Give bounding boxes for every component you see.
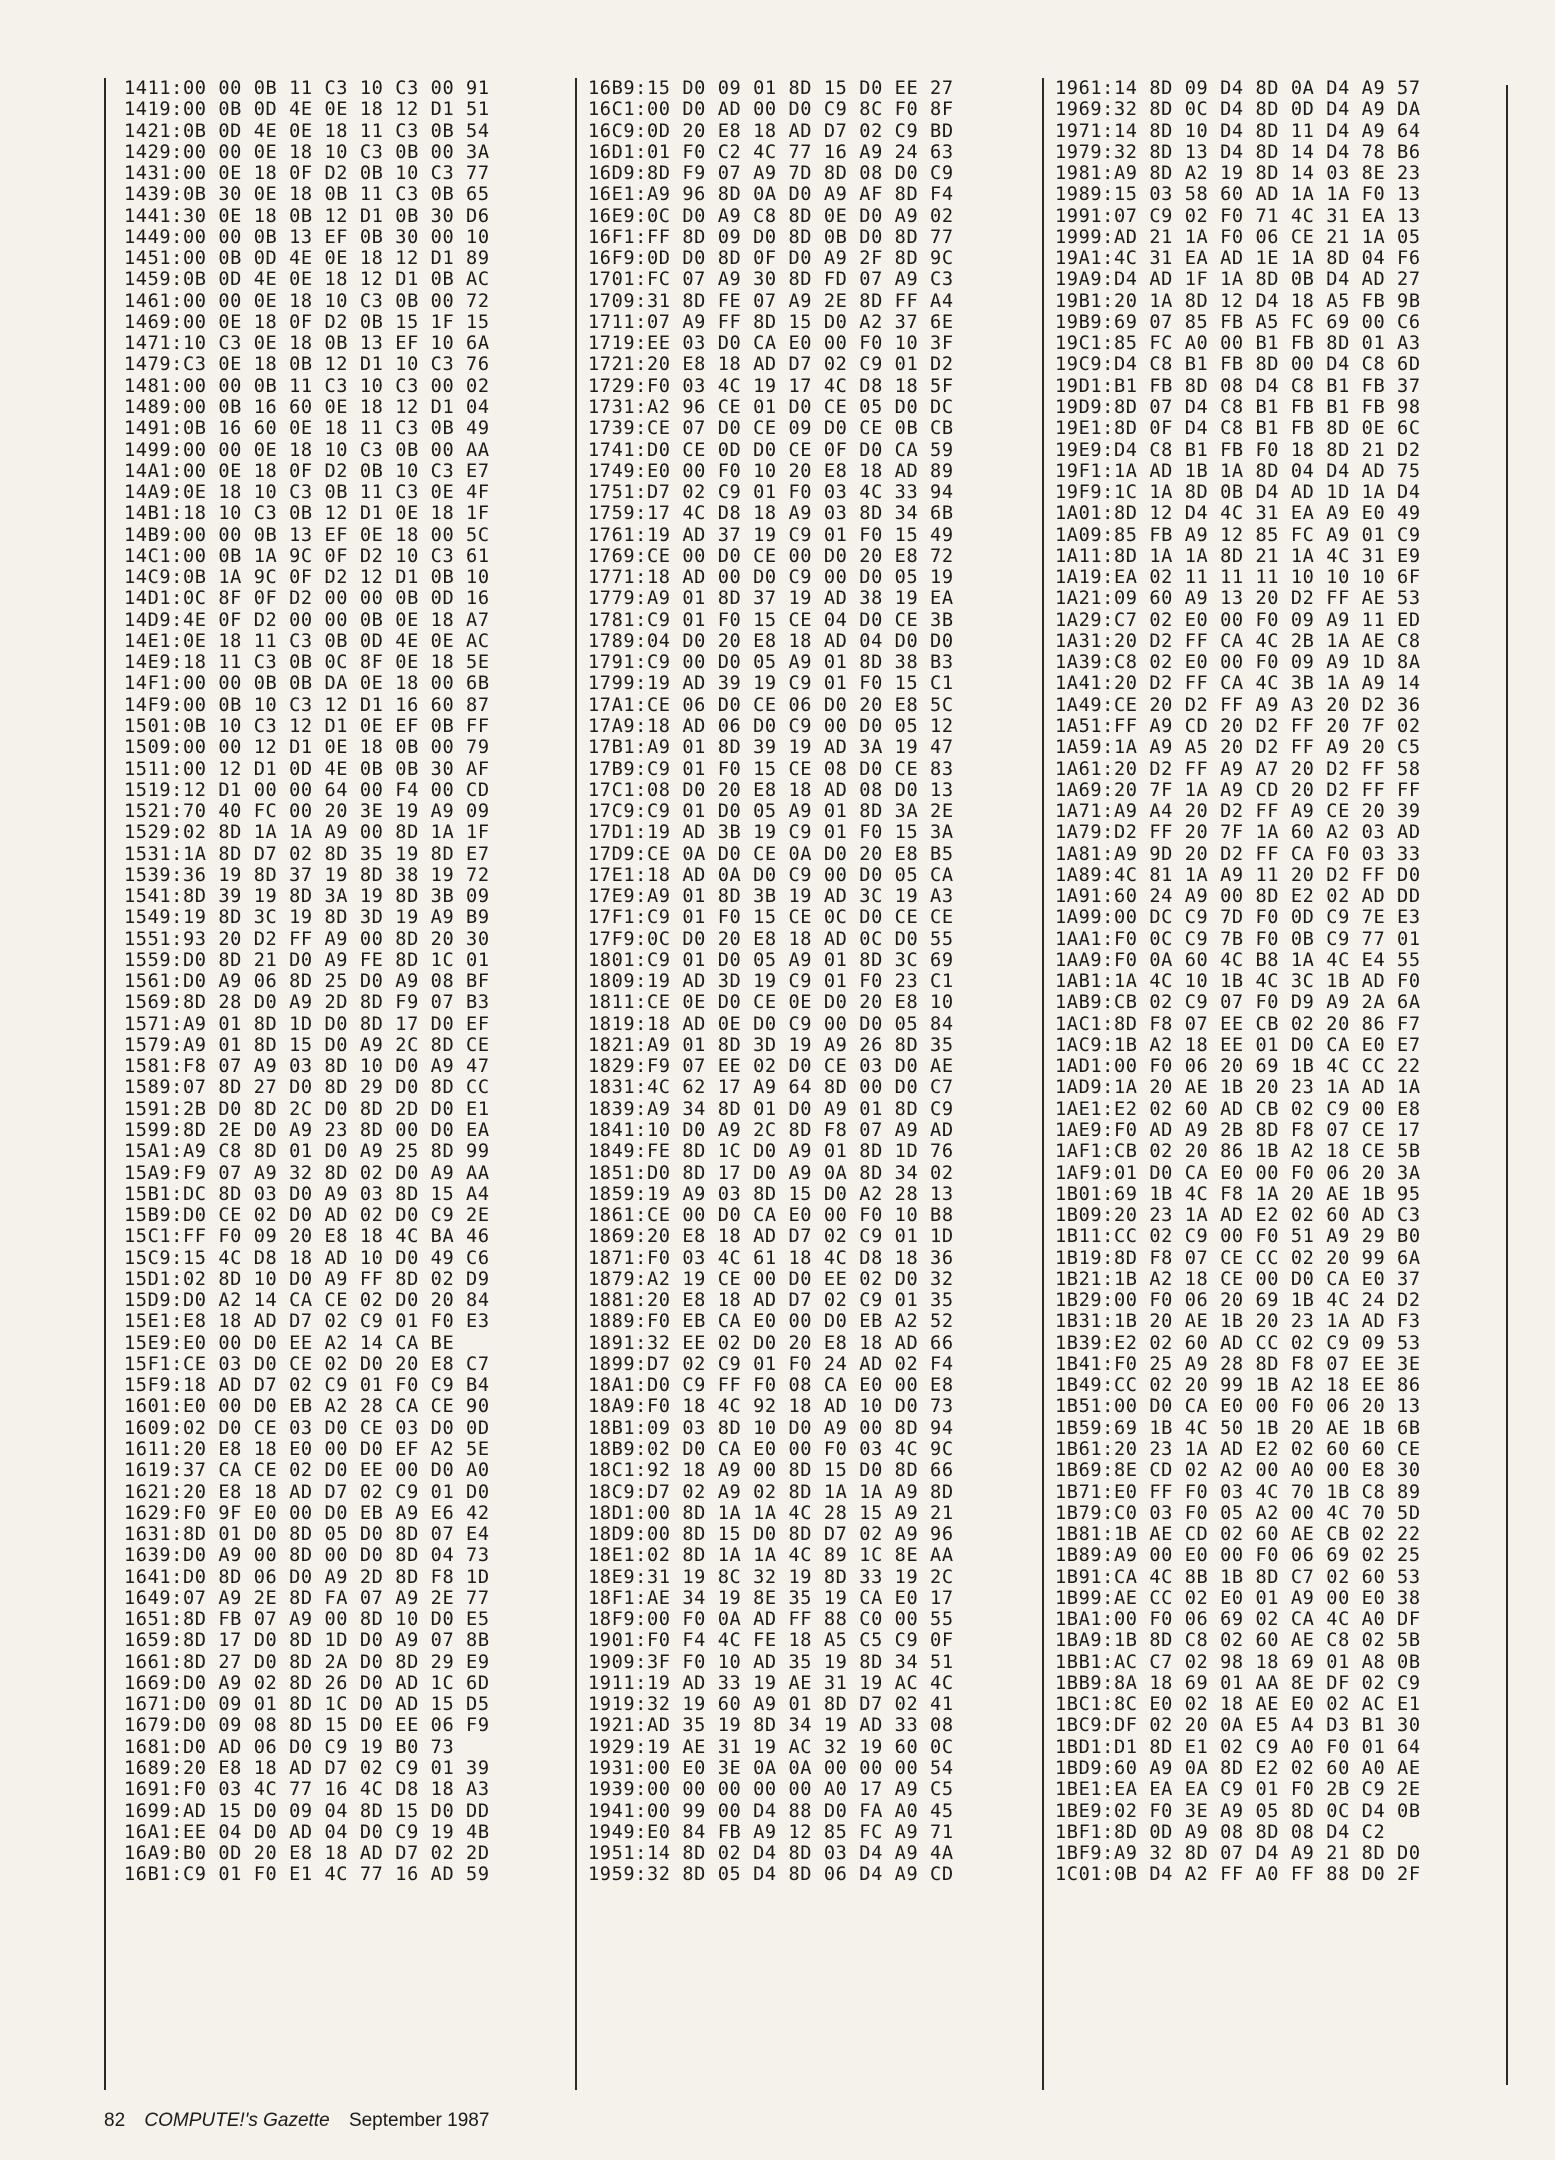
- listing-line: 1BD1:D1 8D E1 02 C9 A0 F0 01 64: [1055, 1736, 1421, 1758]
- listing-line: 1BF9:A9 32 8D 07 D4 A9 21 8D D0: [1055, 1843, 1421, 1865]
- listing-line: 1909:3F F0 10 AD 35 19 8D 34 51: [588, 1651, 954, 1673]
- listing-line: 1AD1:00 F0 06 20 69 1B 4C CC 22: [1055, 1056, 1421, 1078]
- listing-line: 1641:D0 8D 06 D0 A9 2D 8D F8 1D: [124, 1566, 490, 1588]
- listing-line: 18A1:D0 C9 FF F0 08 CA E0 00 E8: [588, 1375, 954, 1397]
- listing-line: 1421:0B 0D 4E 0E 18 11 C3 0B 54: [124, 120, 490, 142]
- listing-line: 16F9:0D D0 8D 0F D0 A9 2F 8D 9C: [588, 248, 954, 270]
- listing-line: 1AE9:F0 AD A9 2B 8D F8 07 CE 17: [1055, 1120, 1421, 1142]
- listing-line: 1861:CE 00 D0 CA E0 00 F0 10 B8: [588, 1205, 954, 1227]
- listing-line: 16A9:B0 0D 20 E8 18 AD D7 02 2D: [124, 1843, 490, 1865]
- listing-line: 1B69:8E CD 02 A2 00 A0 00 E8 30: [1055, 1460, 1421, 1482]
- listing-line: 1A01:8D 12 D4 4C 31 EA A9 E0 49: [1055, 503, 1421, 525]
- listing-line: 14E1:0E 18 11 C3 0B 0D 4E 0E AC: [124, 630, 490, 652]
- listing-line: 1A29:C7 02 E0 00 F0 09 A9 11 ED: [1055, 609, 1421, 631]
- listing-line: 14B1:18 10 C3 0B 12 D1 0E 18 1F: [124, 503, 490, 525]
- listing-line: 1519:12 D1 00 00 64 00 F4 00 CD: [124, 779, 490, 801]
- listing-line: 1769:CE 00 D0 CE 00 D0 20 E8 72: [588, 545, 954, 567]
- listing-line: 1A59:1A A9 A5 20 D2 FF A9 20 C5: [1055, 737, 1421, 759]
- listing-line: 1A19:EA 02 11 11 11 10 10 10 6F: [1055, 567, 1421, 589]
- page-number: 82: [104, 2110, 126, 2131]
- listing-line: 1449:00 00 0B 13 EF 0B 30 00 10: [124, 226, 490, 248]
- listing-line: 19A9:D4 AD 1F 1A 8D 0B D4 AD 27: [1055, 269, 1421, 291]
- issue-date: September 1987: [348, 2110, 490, 2131]
- listing-line: 18E9:31 19 8C 32 19 8D 33 19 2C: [588, 1566, 954, 1588]
- listing-line: 1911:19 AD 33 19 AE 31 19 AC 4C: [588, 1672, 954, 1694]
- listing-line: 1AE1:E2 02 60 AD CB 02 C9 00 E8: [1055, 1098, 1421, 1120]
- listing-line: 1951:14 8D 02 D4 8D 03 D4 A9 4A: [588, 1843, 954, 1865]
- listing-line: 1691:F0 03 4C 77 16 4C D8 18 A3: [124, 1779, 490, 1801]
- listing-line: 1681:D0 AD 06 D0 C9 19 B0 73: [124, 1736, 455, 1758]
- listing-line: 1669:D0 A9 02 8D 26 D0 AD 1C 6D: [124, 1672, 490, 1694]
- listing-line: 15C9:15 4C D8 18 AD 10 D0 49 C6: [124, 1247, 490, 1269]
- listing-line: 17B9:C9 01 F0 15 CE 08 D0 CE 83: [588, 758, 954, 780]
- listing-line: 1B89:A9 00 E0 00 F0 06 69 02 25: [1055, 1545, 1421, 1567]
- listing-line: 17C9:C9 01 D0 05 A9 01 8D 3A 2E: [588, 801, 954, 823]
- listing-line: 1601:E0 00 D0 EB A2 28 CA CE 90: [124, 1396, 490, 1418]
- listing-line: 1929:19 AE 31 19 AC 32 19 60 0C: [588, 1736, 954, 1758]
- listing-line: 1501:0B 10 C3 12 D1 0E EF 0B FF: [124, 715, 490, 737]
- listing-line: 1961:14 8D 09 D4 8D 0A D4 A9 57: [1055, 78, 1421, 99]
- listing-line: 1661:8D 27 D0 8D 2A D0 8D 29 E9: [124, 1651, 490, 1673]
- listing-line: 1831:4C 62 17 A9 64 8D 00 D0 C7: [588, 1077, 954, 1099]
- listing-line: 1659:8D 17 D0 8D 1D D0 A9 07 8B: [124, 1630, 490, 1652]
- listing-line: 1479:C3 0E 18 0B 12 D1 10 C3 76: [124, 354, 490, 376]
- listing-line: 1711:07 A9 FF 8D 15 D0 A2 37 6E: [588, 311, 954, 333]
- listing-line: 1A99:00 DC C9 7D F0 0D C9 7E E3: [1055, 907, 1421, 929]
- listing-line: 18C9:D7 02 A9 02 8D 1A 1A A9 8D: [588, 1481, 954, 1503]
- listing-line: 16C9:0D 20 E8 18 AD D7 02 C9 BD: [588, 120, 954, 142]
- listing-line: 19E9:D4 C8 B1 FB F0 18 8D 21 D2: [1055, 439, 1421, 461]
- listing-line: 18F1:AE 34 19 8E 35 19 CA E0 17: [588, 1587, 954, 1609]
- listing-line: 1829:F9 07 EE 02 D0 CE 03 D0 AE: [588, 1056, 954, 1078]
- listing-line: 18D1:00 8D 1A 1A 4C 28 15 A9 21: [588, 1502, 954, 1524]
- listing-line: 1879:A2 19 CE 00 D0 EE 02 D0 32: [588, 1268, 954, 1290]
- listing-line: 1921:AD 35 19 8D 34 19 AD 33 08: [588, 1715, 954, 1737]
- listing-line: 14A9:0E 18 10 C3 0B 11 C3 0E 4F: [124, 482, 490, 504]
- listing-line: 1AA1:F0 0C C9 7B F0 0B C9 77 01: [1055, 928, 1421, 950]
- magazine-title: COMPUTE!'s Gazette: [144, 2110, 330, 2131]
- listing-line: 17B1:A9 01 8D 39 19 AD 3A 19 47: [588, 737, 954, 759]
- listing-line: 1B79:C0 03 F0 05 A2 00 4C 70 5D: [1055, 1502, 1421, 1524]
- listing-line: 1749:E0 00 F0 10 20 E8 18 AD 89: [588, 460, 954, 482]
- listing-line: 16A1:EE 04 D0 AD 04 D0 C9 19 4B: [124, 1821, 490, 1843]
- listing-line: 1871:F0 03 4C 61 18 4C D8 18 36: [588, 1247, 954, 1269]
- listing-line: 17A9:18 AD 06 D0 C9 00 D0 05 12: [588, 715, 954, 737]
- listing-line: 1801:C9 01 D0 05 A9 01 8D 3C 69: [588, 949, 954, 971]
- listing-line: 1549:19 8D 3C 19 8D 3D 19 A9 B9: [124, 907, 490, 929]
- listing-line: 1579:A9 01 8D 15 D0 A9 2C 8D CE: [124, 1034, 490, 1056]
- listing-line: 19F9:1C 1A 8D 0B D4 AD 1D 1A D4: [1055, 482, 1421, 504]
- listing-line: 1589:07 8D 27 D0 8D 29 D0 8D CC: [124, 1077, 490, 1099]
- listing-line: 18E1:02 8D 1A 1A 4C 89 1C 8E AA: [588, 1545, 954, 1567]
- listing-line: 1609:02 D0 CE 03 D0 CE 03 D0 0D: [124, 1417, 490, 1439]
- column-rule-1: [575, 78, 577, 2090]
- listing-line: 1469:00 0E 18 0F D2 0B 15 1F 15: [124, 311, 490, 333]
- listing-line: 1B11:CC 02 C9 00 F0 51 A9 29 B0: [1055, 1226, 1421, 1248]
- listing-line: 1731:A2 96 CE 01 D0 CE 05 D0 DC: [588, 396, 954, 418]
- listing-line: 16B9:15 D0 09 01 8D 15 D0 EE 27: [588, 78, 954, 99]
- listing-line: 19A1:4C 31 EA AD 1E 1A 8D 04 F6: [1055, 248, 1421, 270]
- listing-line: 1979:32 8D 13 D4 8D 14 D4 78 B6: [1055, 141, 1421, 163]
- listing-line: 1AF9:01 D0 CA E0 00 F0 06 20 3A: [1055, 1162, 1421, 1184]
- listing-line: 1839:A9 34 8D 01 D0 A9 01 8D C9: [588, 1098, 954, 1120]
- listing-line: 17F1:C9 01 F0 15 CE 0C D0 CE CE: [588, 907, 954, 929]
- listing-line: 1721:20 E8 18 AD D7 02 C9 01 D2: [588, 354, 954, 376]
- listing-line: 1A79:D2 FF 20 7F 1A 60 A2 03 AD: [1055, 822, 1421, 844]
- listing-line: 1969:32 8D 0C D4 8D 0D D4 A9 DA: [1055, 99, 1421, 121]
- listing-line: 15B9:D0 CE 02 D0 AD 02 D0 C9 2E: [124, 1205, 490, 1227]
- listing-line: 19D9:8D 07 D4 C8 B1 FB B1 FB 98: [1055, 396, 1421, 418]
- listing-line: 19B1:20 1A 8D 12 D4 18 A5 FB 9B: [1055, 290, 1421, 312]
- listing-line: 1931:00 E0 3E 0A 0A 00 00 00 54: [588, 1757, 954, 1779]
- listing-line: 1569:8D 28 D0 A9 2D 8D F9 07 B3: [124, 992, 490, 1014]
- listing-line: 1781:C9 01 F0 15 CE 04 D0 CE 3B: [588, 609, 954, 631]
- listing-line: 1811:CE 0E D0 CE 0E D0 20 E8 10: [588, 992, 954, 1014]
- listing-line: 1AC1:8D F8 07 EE CB 02 20 86 F7: [1055, 1013, 1421, 1035]
- listing-line: 1A11:8D 1A 1A 8D 21 1A 4C 31 E9: [1055, 545, 1421, 567]
- listing-line: 1A61:20 D2 FF A9 A7 20 D2 FF 58: [1055, 758, 1421, 780]
- listing-line: 1A49:CE 20 D2 FF A9 A3 20 D2 36: [1055, 694, 1421, 716]
- listing-line: 1771:18 AD 00 D0 C9 00 D0 05 19: [588, 567, 954, 589]
- column-rule-right: [1506, 85, 1508, 2085]
- listing-line: 14F1:00 00 0B 0B DA 0E 18 00 6B: [124, 673, 490, 695]
- listing-line: 1BF1:8D 0D A9 08 8D 08 D4 C2: [1055, 1821, 1386, 1843]
- listing-line: 1509:00 00 12 D1 0E 18 0B 00 79: [124, 737, 490, 759]
- listing-line: 1599:8D 2E D0 A9 23 8D 00 D0 EA: [124, 1120, 490, 1142]
- listing-line: 19F1:1A AD 1B 1A 8D 04 D4 AD 75: [1055, 460, 1421, 482]
- listing-line: 1BC1:8C E0 02 18 AE E0 02 AC E1: [1055, 1694, 1421, 1716]
- listing-line: 1B99:AE CC 02 E0 01 A9 00 E0 38: [1055, 1587, 1421, 1609]
- listing-line: 16D1:01 F0 C2 4C 77 16 A9 24 63: [588, 141, 954, 163]
- listing-line: 15D1:02 8D 10 D0 A9 FF 8D 02 D9: [124, 1268, 490, 1290]
- listing-line: 1559:D0 8D 21 D0 A9 FE 8D 1C 01: [124, 949, 490, 971]
- listing-line: 1AB9:CB 02 C9 07 F0 D9 A9 2A 6A: [1055, 992, 1421, 1014]
- listing-line: 14A1:00 0E 18 0F D2 0B 10 C3 E7: [124, 460, 490, 482]
- listing-line: 1741:D0 CE 0D D0 CE 0F D0 CA 59: [588, 439, 954, 461]
- listing-line: 1611:20 E8 18 E0 00 D0 EF A2 5E: [124, 1439, 490, 1460]
- listing-line: 1939:00 00 00 00 00 A0 17 A9 C5: [588, 1779, 954, 1801]
- listing-line: 1A31:20 D2 FF CA 4C 2B 1A AE C8: [1055, 630, 1421, 652]
- listing-line: 1A51:FF A9 CD 20 D2 FF 20 7F 02: [1055, 715, 1421, 737]
- listing-line: 1471:10 C3 0E 18 0B 13 EF 10 6A: [124, 333, 490, 355]
- listing-line: 1A81:A9 9D 20 D2 FF CA F0 03 33: [1055, 843, 1421, 865]
- listing-line: 14C9:0B 1A 9C 0F D2 12 D1 0B 10: [124, 567, 490, 589]
- listing-line: 1991:07 C9 02 F0 71 4C 31 EA 13: [1055, 205, 1421, 227]
- listing-line: 18C1:92 18 A9 00 8D 15 D0 8D 66: [588, 1460, 954, 1482]
- listing-line: 17A1:CE 06 D0 CE 06 D0 20 E8 5C: [588, 694, 954, 716]
- listing-line: 17D9:CE 0A D0 CE 0A D0 20 E8 B5: [588, 843, 954, 865]
- listing-line: 1B39:E2 02 60 AD CC 02 C9 09 53: [1055, 1332, 1421, 1354]
- listing-line: 16E1:A9 96 8D 0A D0 A9 AF 8D F4: [588, 184, 954, 206]
- listing-line: 15A9:F9 07 A9 32 8D 02 D0 A9 AA: [124, 1162, 490, 1184]
- listing-line: 1971:14 8D 10 D4 8D 11 D4 A9 64: [1055, 120, 1421, 142]
- listing-line: 1491:0B 16 60 0E 18 11 C3 0B 49: [124, 418, 490, 440]
- column-rule-2: [1042, 78, 1044, 2090]
- listing-line: 1671:D0 09 01 8D 1C D0 AD 15 D5: [124, 1694, 490, 1716]
- listing-line: 1439:0B 30 0E 18 0B 11 C3 0B 65: [124, 184, 490, 206]
- listing-line: 1511:00 12 D1 0D 4E 0B 0B 30 AF: [124, 758, 490, 780]
- listing-line: 14E9:18 11 C3 0B 0C 8F 0E 18 5E: [124, 652, 490, 674]
- listing-line: 1541:8D 39 19 8D 3A 19 8D 3B 09: [124, 886, 490, 908]
- listing-line: 1881:20 E8 18 AD D7 02 C9 01 35: [588, 1290, 954, 1312]
- listing-line: 1B91:CA 4C 8B 1B 8D C7 02 60 53: [1055, 1566, 1421, 1588]
- listing-line: 1841:10 D0 A9 2C 8D F8 07 A9 AD: [588, 1120, 954, 1142]
- listing-line: 18B9:02 D0 CA E0 00 F0 03 4C 9C: [588, 1439, 954, 1460]
- listing-line: 1779:A9 01 8D 37 19 AD 38 19 EA: [588, 588, 954, 610]
- listing-line: 1529:02 8D 1A 1A A9 00 8D 1A 1F: [124, 822, 490, 844]
- listing-line: 1759:17 4C D8 18 A9 03 8D 34 6B: [588, 503, 954, 525]
- listing-line: 1A09:85 FB A9 12 85 FC A9 01 C9: [1055, 524, 1421, 546]
- listing-line: 1591:2B D0 8D 2C D0 8D 2D D0 E1: [124, 1098, 490, 1120]
- listing-line: 1AA9:F0 0A 60 4C B8 1A 4C E4 55: [1055, 949, 1421, 971]
- listing-line: 1B71:E0 FF F0 03 4C 70 1B C8 89: [1055, 1481, 1421, 1503]
- listing-line: 14D9:4E 0F D2 00 00 0B 0E 18 A7: [124, 609, 490, 631]
- listing-line: 1B49:CC 02 20 99 1B A2 18 EE 86: [1055, 1375, 1421, 1397]
- listing-line: 17E1:18 AD 0A D0 C9 00 D0 05 CA: [588, 864, 954, 886]
- listing-line: 18A9:F0 18 4C 92 18 AD 10 D0 73: [588, 1396, 954, 1418]
- listing-line: 1481:00 00 0B 11 C3 10 C3 00 02: [124, 375, 490, 397]
- listing-line: 15D9:D0 A2 14 CA CE 02 D0 20 84: [124, 1290, 490, 1312]
- listing-line: 1739:CE 07 D0 CE 09 D0 CE 0B CB: [588, 418, 954, 440]
- listing-line: 1851:D0 8D 17 D0 A9 0A 8D 34 02: [588, 1162, 954, 1184]
- listing-line: 16F1:FF 8D 09 D0 8D 0B D0 8D 77: [588, 226, 954, 248]
- listing-line: 1699:AD 15 D0 09 04 8D 15 D0 DD: [124, 1800, 490, 1822]
- listing-line: 1AC9:1B A2 18 EE 01 D0 CA E0 E7: [1055, 1034, 1421, 1056]
- listing-line: 1499:00 00 0E 18 10 C3 0B 00 AA: [124, 439, 490, 461]
- listing-line: 1719:EE 03 D0 CA E0 00 F0 10 3F: [588, 333, 954, 355]
- listing-line: 1551:93 20 D2 FF A9 00 8D 20 30: [124, 928, 490, 950]
- listing-line: 1A69:20 7F 1A A9 CD 20 D2 FF FF: [1055, 779, 1421, 801]
- listing-line: 15B1:DC 8D 03 D0 A9 03 8D 15 A4: [124, 1183, 490, 1205]
- page-footer: [104, 2110, 503, 2132]
- listing-line: 1639:D0 A9 00 8D 00 D0 8D 04 73: [124, 1545, 490, 1567]
- listing-line: 16C1:00 D0 AD 00 D0 C9 8C F0 8F: [588, 99, 954, 121]
- listing-line: 19B9:69 07 85 FB A5 FC 69 00 C6: [1055, 311, 1421, 333]
- listing-line: 18B1:09 03 8D 10 D0 A9 00 8D 94: [588, 1417, 954, 1439]
- listing-line: 19D1:B1 FB 8D 08 D4 C8 B1 FB 37: [1055, 375, 1421, 397]
- listing-line: 1629:F0 9F E0 00 D0 EB A9 E6 42: [124, 1502, 490, 1524]
- listing-line: 1789:04 D0 20 E8 18 AD 04 D0 D0: [588, 630, 954, 652]
- listing-line: 1821:A9 01 8D 3D 19 A9 26 8D 35: [588, 1034, 954, 1056]
- listing-line: 1B61:20 23 1A AD E2 02 60 60 CE: [1055, 1439, 1421, 1460]
- listing-line: 1571:A9 01 8D 1D D0 8D 17 D0 EF: [124, 1013, 490, 1035]
- listing-line: 15F1:CE 03 D0 CE 02 D0 20 E8 C7: [124, 1353, 490, 1375]
- listing-line: 1461:00 00 0E 18 10 C3 0B 00 72: [124, 290, 490, 312]
- listing-line: 1791:C9 00 D0 05 A9 01 8D 38 B3: [588, 652, 954, 674]
- listing-line: 1A89:4C 81 1A A9 11 20 D2 FF D0: [1055, 864, 1421, 886]
- listing-line: 1429:00 00 0E 18 10 C3 0B 00 3A: [124, 141, 490, 163]
- listing-line: 15E1:E8 18 AD D7 02 C9 01 F0 E3: [124, 1311, 490, 1333]
- listing-line: 17F9:0C D0 20 E8 18 AD 0C D0 55: [588, 928, 954, 950]
- listing-line: 17D1:19 AD 3B 19 C9 01 F0 15 3A: [588, 822, 954, 844]
- listing-line: 1411:00 00 0B 11 C3 10 C3 00 91: [124, 78, 490, 99]
- listing-line: 1B01:69 1B 4C F8 1A 20 AE 1B 95: [1055, 1183, 1421, 1205]
- listing-line: 18F9:00 F0 0A AD FF 88 C0 00 55: [588, 1609, 954, 1631]
- listing-line: 1581:F8 07 A9 03 8D 10 D0 A9 47: [124, 1056, 490, 1078]
- listing-line: 16B1:C9 01 F0 E1 4C 77 16 AD 59: [124, 1864, 490, 1886]
- listing-line: 1561:D0 A9 06 8D 25 D0 A9 08 BF: [124, 971, 490, 993]
- listing-line: 1419:00 0B 0D 4E 0E 18 12 D1 51: [124, 99, 490, 121]
- listing-line: 15F9:18 AD D7 02 C9 01 F0 C9 B4: [124, 1375, 490, 1397]
- listing-line: 1A91:60 24 A9 00 8D E2 02 AD DD: [1055, 886, 1421, 908]
- listing-line: 1AB1:1A 4C 10 1B 4C 3C 1B AD F0: [1055, 971, 1421, 993]
- listing-line: 1649:07 A9 2E 8D FA 07 A9 2E 77: [124, 1587, 490, 1609]
- listing-line: 1B41:F0 25 A9 28 8D F8 07 EE 3E: [1055, 1353, 1421, 1375]
- listing-line: 1AD9:1A 20 AE 1B 20 23 1A AD 1A: [1055, 1077, 1421, 1099]
- listing-line: 1BC9:DF 02 20 0A E5 A4 D3 B1 30: [1055, 1715, 1421, 1737]
- listing-line: 14C1:00 0B 1A 9C 0F D2 10 C3 61: [124, 545, 490, 567]
- listing-line: 17C1:08 D0 20 E8 18 AD 08 D0 13: [588, 779, 954, 801]
- listing-line: 14D1:0C 8F 0F D2 00 00 0B 0D 16: [124, 588, 490, 610]
- listing-line: 14B9:00 00 0B 13 EF 0E 18 00 5C: [124, 524, 490, 546]
- listing-line: 1949:E0 84 FB A9 12 85 FC A9 71: [588, 1821, 954, 1843]
- listing-line: 15C1:FF F0 09 20 E8 18 4C BA 46: [124, 1226, 490, 1248]
- listing-line: 1919:32 19 60 A9 01 8D D7 02 41: [588, 1694, 954, 1716]
- listing-line: 1A21:09 60 A9 13 20 D2 FF AE 53: [1055, 588, 1421, 610]
- listing-line: 1689:20 E8 18 AD D7 02 C9 01 39: [124, 1757, 490, 1779]
- listing-line: 1A39:C8 02 E0 00 F0 09 A9 1D 8A: [1055, 652, 1421, 674]
- listing-line: 1A71:A9 A4 20 D2 FF A9 CE 20 39: [1055, 801, 1421, 823]
- listing-line: 1431:00 0E 18 0F D2 0B 10 C3 77: [124, 163, 490, 185]
- listing-line: 19C1:85 FC A0 00 B1 FB 8D 01 A3: [1055, 333, 1421, 355]
- listing-line: 1B09:20 23 1A AD E2 02 60 AD C3: [1055, 1205, 1421, 1227]
- listing-line: 1441:30 0E 18 0B 12 D1 0B 30 D6: [124, 205, 490, 227]
- listing-line: 19C9:D4 C8 B1 FB 8D 00 D4 C8 6D: [1055, 354, 1421, 376]
- listing-line: 1751:D7 02 C9 01 F0 03 4C 33 94: [588, 482, 954, 504]
- listing-line: 1459:0B 0D 4E 0E 18 12 D1 0B AC: [124, 269, 490, 291]
- listing-line: 1869:20 E8 18 AD D7 02 C9 01 1D: [588, 1226, 954, 1248]
- listing-line: 1959:32 8D 05 D4 8D 06 D4 A9 CD: [588, 1864, 954, 1886]
- listing-line: 19E1:8D 0F D4 C8 B1 FB 8D 0E 6C: [1055, 418, 1421, 440]
- listing-line: 1521:70 40 FC 00 20 3E 19 A9 09: [124, 801, 490, 823]
- listing-line: 1899:D7 02 C9 01 F0 24 AD 02 F4: [588, 1353, 954, 1375]
- listing-line: 1B21:1B A2 18 CE 00 D0 CA E0 37: [1055, 1268, 1421, 1290]
- listing-line: 16D9:8D F9 07 A9 7D 8D 08 D0 C9: [588, 163, 954, 185]
- listing-line: 18D9:00 8D 15 D0 8D D7 02 A9 96: [588, 1524, 954, 1546]
- listing-line: 1B31:1B 20 AE 1B 20 23 1A AD F3: [1055, 1311, 1421, 1333]
- listing-line: 1B19:8D F8 07 CE CC 02 20 99 6A: [1055, 1247, 1421, 1269]
- listing-line: 1BA9:1B 8D C8 02 60 AE C8 02 5B: [1055, 1630, 1421, 1652]
- listing-line: 14F9:00 0B 10 C3 12 D1 16 60 87: [124, 694, 490, 716]
- listing-line: 1631:8D 01 D0 8D 05 D0 8D 07 E4: [124, 1524, 490, 1546]
- listing-line: 1709:31 8D FE 07 A9 2E 8D FF A4: [588, 290, 954, 312]
- listing-line: 1889:F0 EB CA E0 00 D0 EB A2 52: [588, 1311, 954, 1333]
- listing-column-2: [588, 78, 1028, 1886]
- listing-line: 1B59:69 1B 4C 50 1B 20 AE 1B 6B: [1055, 1417, 1421, 1439]
- listing-line: 1989:15 03 58 60 AD 1A 1A F0 13: [1055, 184, 1421, 206]
- listing-line: 1BD9:60 A9 0A 8D E2 02 60 A0 AE: [1055, 1757, 1421, 1779]
- listing-line: 1BB9:8A 18 69 01 AA 8E DF 02 C9: [1055, 1672, 1421, 1694]
- listing-line: 1619:37 CA CE 02 D0 EE 00 D0 A0: [124, 1460, 490, 1482]
- listing-line: 1981:A9 8D A2 19 8D 14 03 8E 23: [1055, 163, 1421, 185]
- listing-line: 1A41:20 D2 FF CA 4C 3B 1A A9 14: [1055, 673, 1421, 695]
- listing-line: 1729:F0 03 4C 19 17 4C D8 18 5F: [588, 375, 954, 397]
- listing-line: 1701:FC 07 A9 30 8D FD 07 A9 C3: [588, 269, 954, 291]
- listing-line: 1819:18 AD 0E D0 C9 00 D0 05 84: [588, 1013, 954, 1035]
- listing-line: 1BB1:AC C7 02 98 18 69 01 A8 0B: [1055, 1651, 1421, 1673]
- listing-line: 15E9:E0 00 D0 EE A2 14 CA BE: [124, 1332, 455, 1354]
- listing-line: 1891:32 EE 02 D0 20 E8 18 AD 66: [588, 1332, 954, 1354]
- listing-line: 1901:F0 F4 4C FE 18 A5 C5 C9 0F: [588, 1630, 954, 1652]
- listing-column-1: [124, 78, 564, 1886]
- listing-line: 1941:00 99 00 D4 88 D0 FA A0 45: [588, 1800, 954, 1822]
- listing-line: 1451:00 0B 0D 4E 0E 18 12 D1 89: [124, 248, 490, 270]
- listing-line: 1BE1:EA EA EA C9 01 F0 2B C9 2E: [1055, 1779, 1421, 1801]
- listing-line: 1539:36 19 8D 37 19 8D 38 19 72: [124, 864, 490, 886]
- listing-line: 1799:19 AD 39 19 C9 01 F0 15 C1: [588, 673, 954, 695]
- listing-line: 1761:19 AD 37 19 C9 01 F0 15 49: [588, 524, 954, 546]
- listing-line: 1BE9:02 F0 3E A9 05 8D 0C D4 0B: [1055, 1800, 1421, 1822]
- listing-column-3: [1055, 78, 1495, 1886]
- column-rule-left: [104, 78, 106, 2090]
- listing-line: 1651:8D FB 07 A9 00 8D 10 D0 E5: [124, 1609, 490, 1631]
- listing-line: 15A1:A9 C8 8D 01 D0 A9 25 8D 99: [124, 1141, 490, 1163]
- listing-line: 1B81:1B AE CD 02 60 AE CB 02 22: [1055, 1524, 1421, 1546]
- listing-line: 16E9:0C D0 A9 C8 8D 0E D0 A9 02: [588, 205, 954, 227]
- listing-line: 1679:D0 09 08 8D 15 D0 EE 06 F9: [124, 1715, 490, 1737]
- listing-line: 1B51:00 D0 CA E0 00 F0 06 20 13: [1055, 1396, 1421, 1418]
- listing-line: 1859:19 A9 03 8D 15 D0 A2 28 13: [588, 1183, 954, 1205]
- listing-line: 1621:20 E8 18 AD D7 02 C9 01 D0: [124, 1481, 490, 1503]
- listing-line: 1489:00 0B 16 60 0E 18 12 D1 04: [124, 396, 490, 418]
- listing-line: 1B29:00 F0 06 20 69 1B 4C 24 D2: [1055, 1290, 1421, 1312]
- listing-line: 1809:19 AD 3D 19 C9 01 F0 23 C1: [588, 971, 954, 993]
- listing-line: 1AF1:CB 02 20 86 1B A2 18 CE 5B: [1055, 1141, 1421, 1163]
- listing-line: 1849:FE 8D 1C D0 A9 01 8D 1D 76: [588, 1141, 954, 1163]
- listing-line: 17E9:A9 01 8D 3B 19 AD 3C 19 A3: [588, 886, 954, 908]
- listing-line: 1999:AD 21 1A F0 06 CE 21 1A 05: [1055, 226, 1421, 248]
- listing-line: 1531:1A 8D D7 02 8D 35 19 8D E7: [124, 843, 490, 865]
- listing-line: 1C01:0B D4 A2 FF A0 FF 88 D0 2F: [1055, 1864, 1421, 1886]
- listing-line: 1BA1:00 F0 06 69 02 CA 4C A0 DF: [1055, 1609, 1421, 1631]
